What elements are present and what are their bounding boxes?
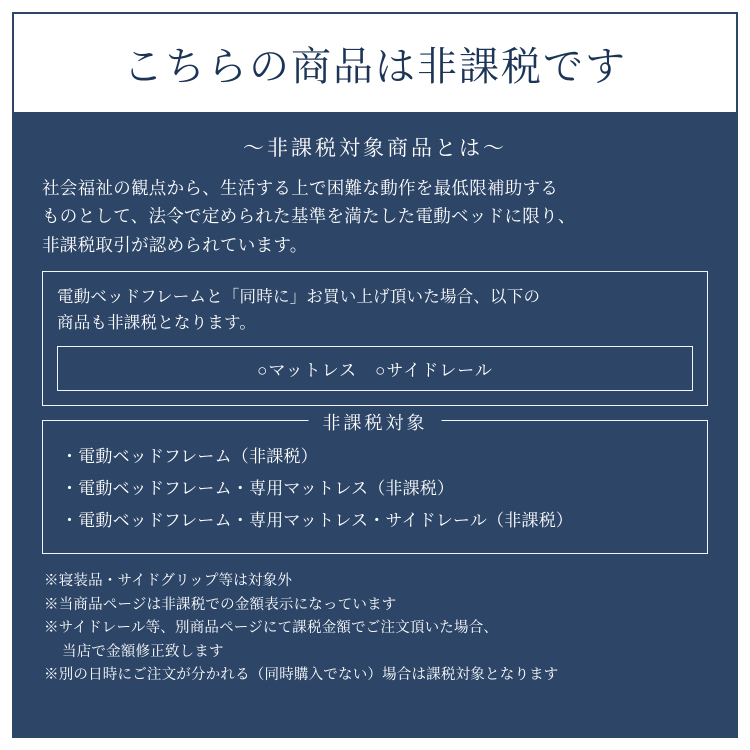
main-panel: [14, 112, 736, 736]
tax-exempt-legend-label: 非課税対象: [309, 409, 442, 435]
note-line: ※寝装品・サイドグリップ等は対象外: [44, 573, 293, 590]
lead-paragraph: [42, 174, 708, 259]
box-text-line: 商品も非課税となります。: [57, 312, 257, 332]
section-title: 〜非課税対象商品とは〜: [243, 136, 507, 160]
lead-line: 非課税取引が認められています。: [42, 234, 308, 255]
eligible-items-strip: ○マットレス ○サイドレール: [57, 346, 693, 391]
note-line: ※当商品ページは非課税での金額表示になっています: [44, 596, 397, 613]
tax-exempt-target-box: [42, 412, 708, 555]
simultaneous-purchase-text: [57, 284, 693, 335]
list-item: ・電動ベッドフレーム・専用マットレス（非課税）: [61, 478, 455, 498]
note-line: ※別の日時にご注文が分かれる（同時購入でない）場合は課税対象となります: [44, 667, 559, 684]
note-line: 当店で金額修正致します: [62, 643, 224, 660]
box-text-line: 電動ベッドフレームと「同時に」お買い上げ頂いた場合、以下の: [57, 287, 541, 307]
content-frame: [12, 12, 738, 738]
header: [14, 14, 736, 112]
list-item: ・電動ベッドフレーム・専用マットレス・サイドレール（非課税）: [61, 511, 574, 531]
simultaneous-purchase-box: [42, 271, 708, 405]
list-item: ・電動ベッドフレーム（非課税）: [61, 446, 318, 466]
note-line: ※サイドレール等、別商品ページにて課税金額でご注文頂いた場合、: [44, 620, 499, 637]
lead-line: 社会福祉の観点から、生活する上で困難な動作を最低限補助する: [42, 178, 559, 198]
notes-block: [42, 570, 708, 687]
tax-exempt-list: [61, 441, 689, 538]
lead-line: ものとして、法令で定められた基準を満たした電動ベッドに限り、: [42, 206, 576, 227]
page-title: こちらの商品は非課税です: [123, 43, 627, 89]
